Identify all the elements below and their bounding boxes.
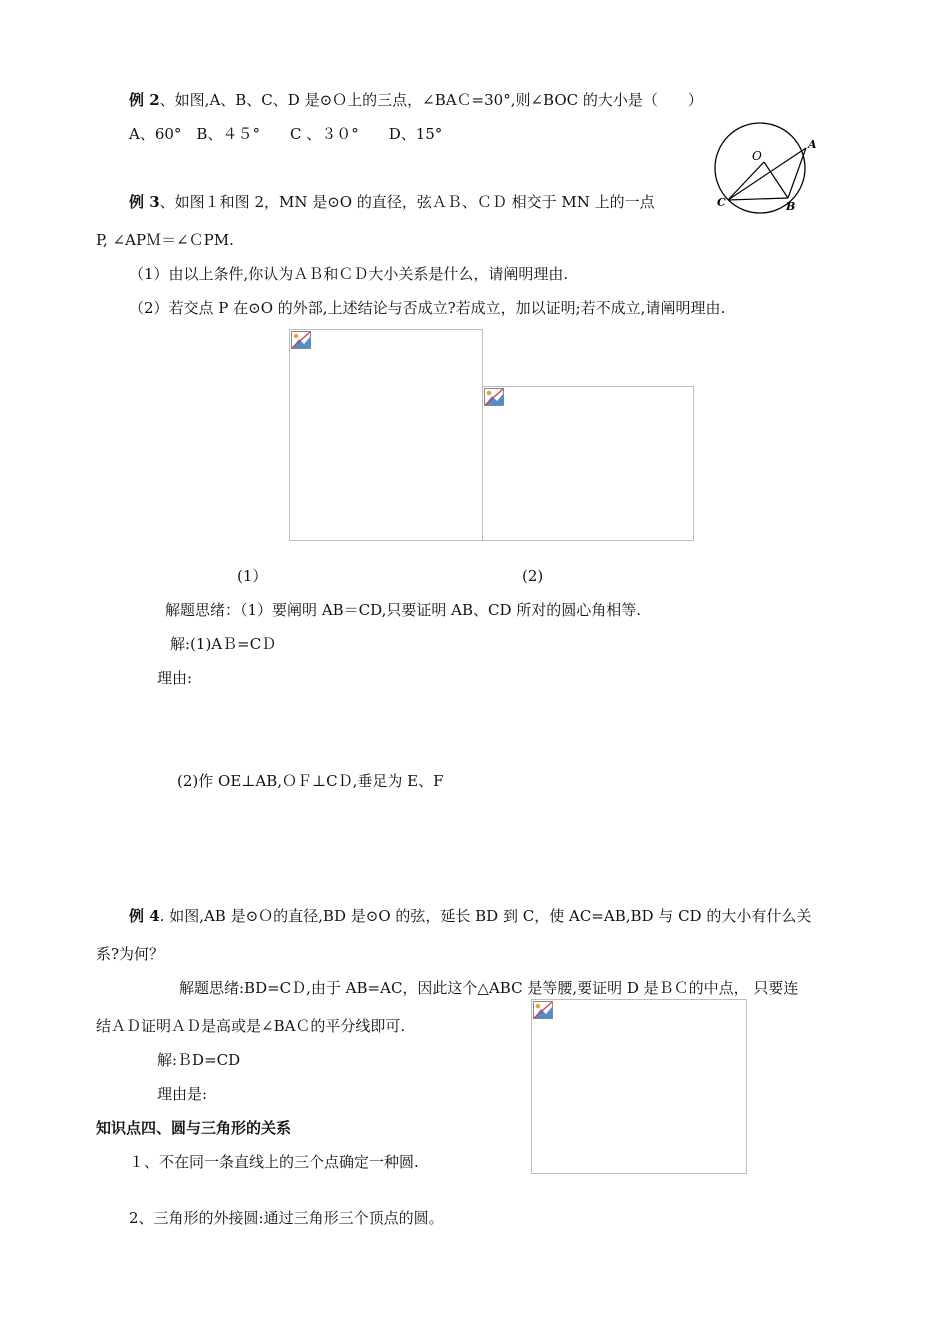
example3-question1: （1）由以上条件,你认为ＡＢ和ＣＤ大小关系是什么，请阐明理由.: [129, 265, 569, 283]
example4-figure-image: [531, 999, 747, 1174]
label-o: O: [752, 149, 762, 163]
example3-solution: 解:(1)AＢ=CＤ: [170, 635, 277, 653]
example3-line2: P, ∠APＭ＝∠ＣPM.: [96, 231, 234, 249]
figure1-image: [289, 329, 483, 541]
label-a: A: [808, 138, 817, 151]
example3-part2: (2)作 OE⊥AB,ＯＦ⊥CＤ,垂足为 E、F: [177, 772, 444, 790]
circle-figure: [706, 118, 826, 218]
example3-line1: [129, 192, 655, 212]
example4-thinking2: 结ＡＤ证明ＡＤ是高或是∠BAＣ的平分线即可.: [96, 1017, 406, 1035]
example3-label: 例 3: [129, 193, 160, 211]
example3-reason: 理由:: [157, 669, 193, 687]
section4-item1: １、不在同一条直线上的三个点确定一种圆.: [129, 1153, 419, 1171]
figure2-caption: (2): [522, 567, 544, 585]
example2-question: 、如图,A、B、C、D 是⊙Ｏ上的三点，∠BAＣ=30°,则∠BOC 的大小是（ ）: [159, 91, 703, 109]
example2-label: 例 2: [129, 91, 160, 109]
label-b: B: [786, 200, 796, 213]
section4-heading: 知识点四、圆与三角形的关系: [96, 1119, 292, 1137]
chord-cb: [728, 198, 788, 200]
radius-oc: [728, 162, 764, 200]
broken-image-icon: [533, 1001, 553, 1019]
example3-thinking: 解题思绪：（1）要阐明 AB＝CD,只要证明 AB、CD 所对的圆心角相等.: [165, 601, 642, 619]
label-c: C: [717, 196, 726, 209]
example4-line1: [129, 906, 811, 926]
broken-image-icon: [291, 331, 311, 349]
figure2-image: [482, 386, 694, 541]
example4-label: 例 4: [129, 907, 160, 925]
example3-text: 、如图１和图 2，MN 是⊙O 的直径，弦ＡＢ、ＣＤ 相交于 MN 上的一点: [159, 193, 655, 211]
example2-question-line: [129, 90, 703, 110]
example3-question2: （2）若交点 P 在⊙O 的外部,上述结论与否成立?若成立，加以证明;若不成立,请阐明理由.: [129, 299, 726, 317]
chord-ab: [788, 148, 806, 198]
example4-solution: 解:ＢD=CD: [157, 1051, 241, 1069]
example4-line2: 系?为何？: [96, 945, 165, 963]
section4-item2: 2、三角形的外接圆:通过三角形三个顶点的圆。: [129, 1209, 444, 1227]
example2-options: A、60° B、４５° C 、３０° D、15°: [129, 125, 443, 143]
example4-thinking1: 解题思绪:BD=CＤ,由于 AB=AC，因此这个△ABC 是等腰,要证明 D 是ＢＣ的中点， 只要连: [179, 979, 799, 997]
broken-image-icon: [484, 388, 504, 406]
chord-ca: [728, 148, 806, 200]
example4-reason: 理由是:: [157, 1085, 208, 1103]
figure1-caption: (1）: [237, 567, 268, 585]
example4-text: . 如图,AB 是⊙Ｏ的直径,BD 是⊙O 的弦，延长 BD 到 C，使 AC=AB,BD 与 CD 的大小有什么关: [159, 907, 812, 925]
